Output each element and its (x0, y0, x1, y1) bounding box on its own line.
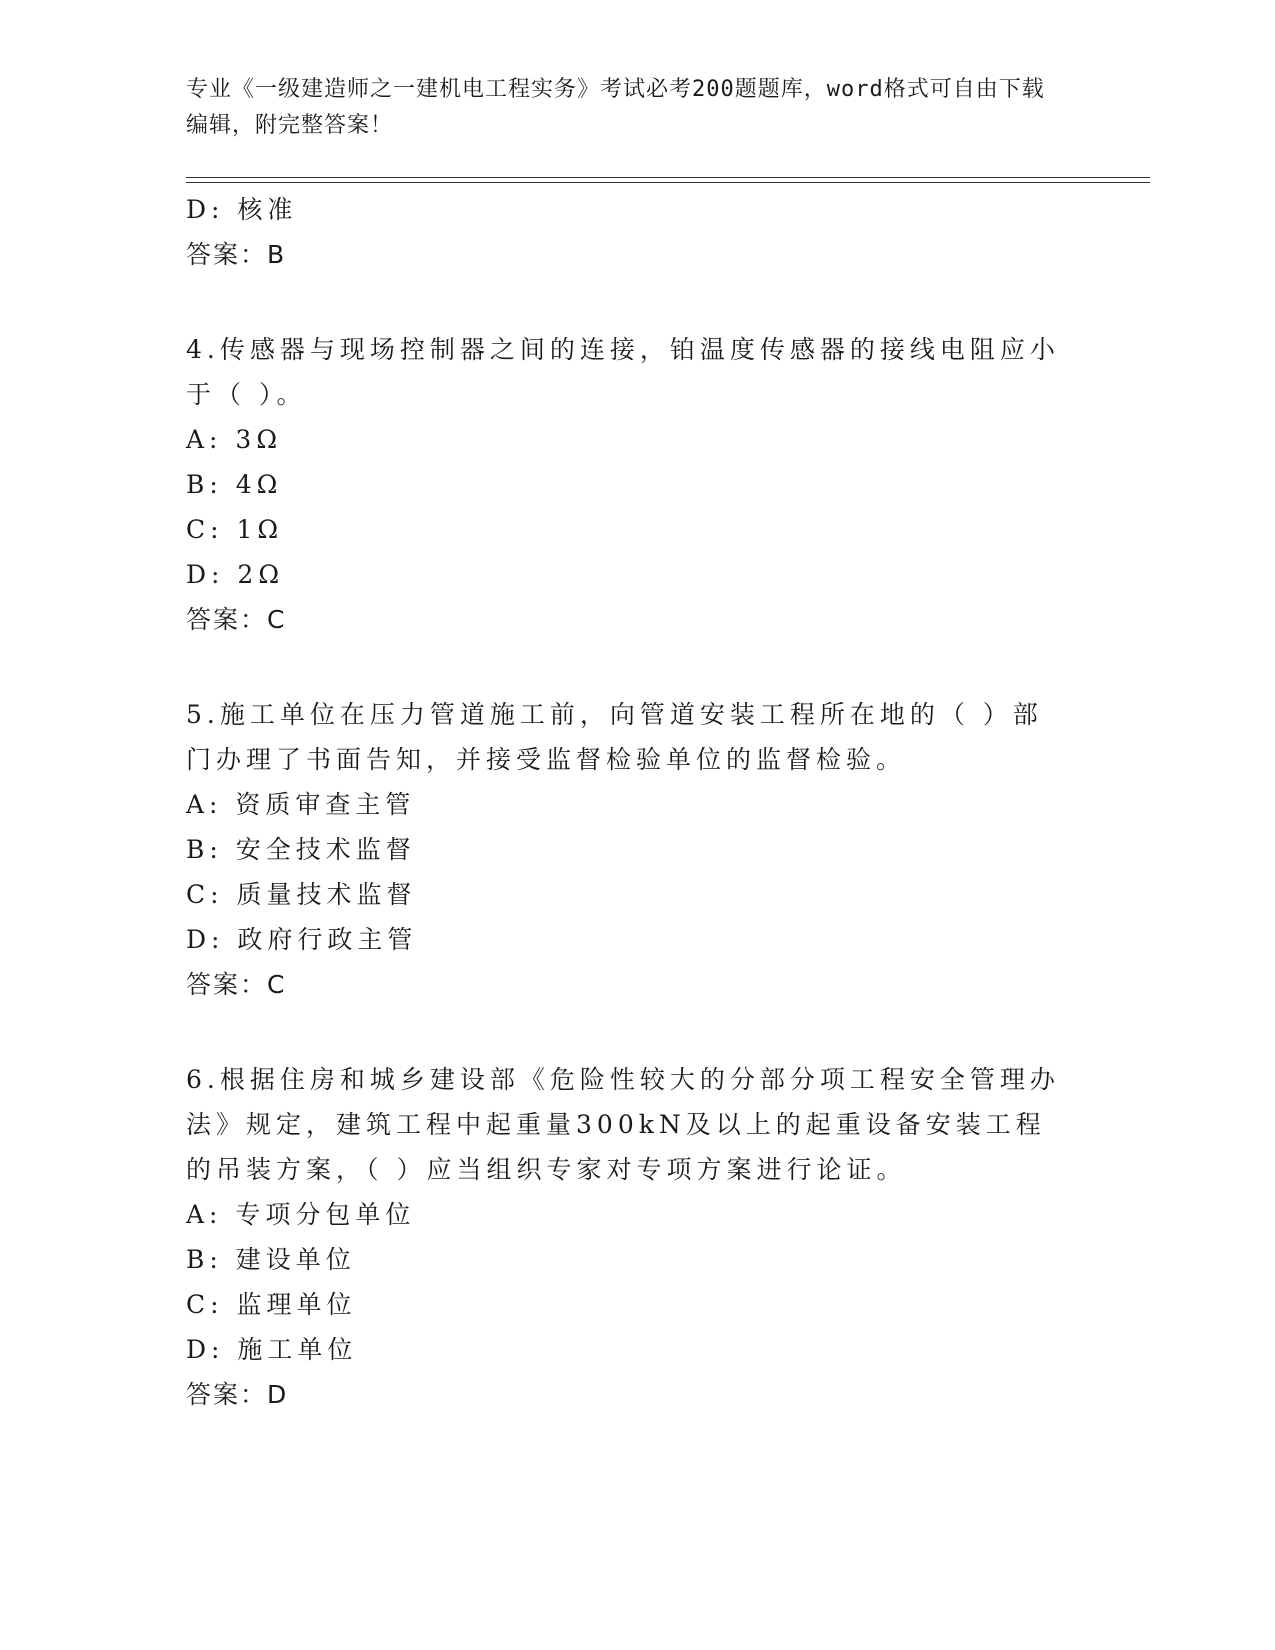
option-a: A: 3Ω (186, 425, 283, 454)
option-a: A: 资质审查主管 (186, 790, 416, 819)
option-d: D: 核准 (186, 195, 298, 224)
header-divider-bottom (186, 182, 1150, 183)
header-divider-top (186, 177, 1150, 178)
question-item (186, 327, 1066, 642)
question-item (186, 692, 1066, 1007)
option-b: B: 建设单位 (186, 1245, 356, 1274)
answer-line: 答案：D (186, 1380, 289, 1409)
answer-line: 答案：C (186, 605, 287, 634)
question-stem: 4.传感器与现场控制器之间的连接，铂温度传感器的接线电阻应小于（ ）。 (186, 335, 1060, 409)
option-d: D: 2Ω (186, 560, 285, 589)
question-stem: 5.施工单位在压力管道施工前，向管道安装工程所在地的（ ）部门办理了书面告知，并接受监督检验单位的监督检验。 (186, 700, 1043, 774)
answer-line: 答案：B (186, 240, 287, 269)
question-list (186, 187, 1066, 1417)
answer-line: 答案：C (186, 970, 287, 999)
option-c: C: 1Ω (186, 515, 284, 544)
question-item (186, 1057, 1066, 1417)
option-a: A: 专项分包单位 (186, 1200, 416, 1229)
document-header: 专业《一级建造师之一建机电工程实务》考试必考200题题库，word格式可自由下载编辑，附完整答案！ (186, 77, 1045, 138)
question-stem: 6.根据住房和城乡建设部《危险性较大的分部分项工程安全管理办法》规定，建筑工程中起重量300kN及以上的起重设备安装工程的吊装方案，（ ）应当组织专家对专项方案进行论证。 (186, 1065, 1060, 1184)
option-c: C: 质量技术监督 (186, 880, 417, 909)
option-c: C: 监理单位 (186, 1290, 357, 1319)
option-b: B: 安全技术监督 (186, 835, 416, 864)
option-b: B: 4Ω (186, 470, 283, 499)
option-d: D: 政府行政主管 (186, 925, 418, 954)
option-d: D: 施工单位 (186, 1335, 358, 1364)
